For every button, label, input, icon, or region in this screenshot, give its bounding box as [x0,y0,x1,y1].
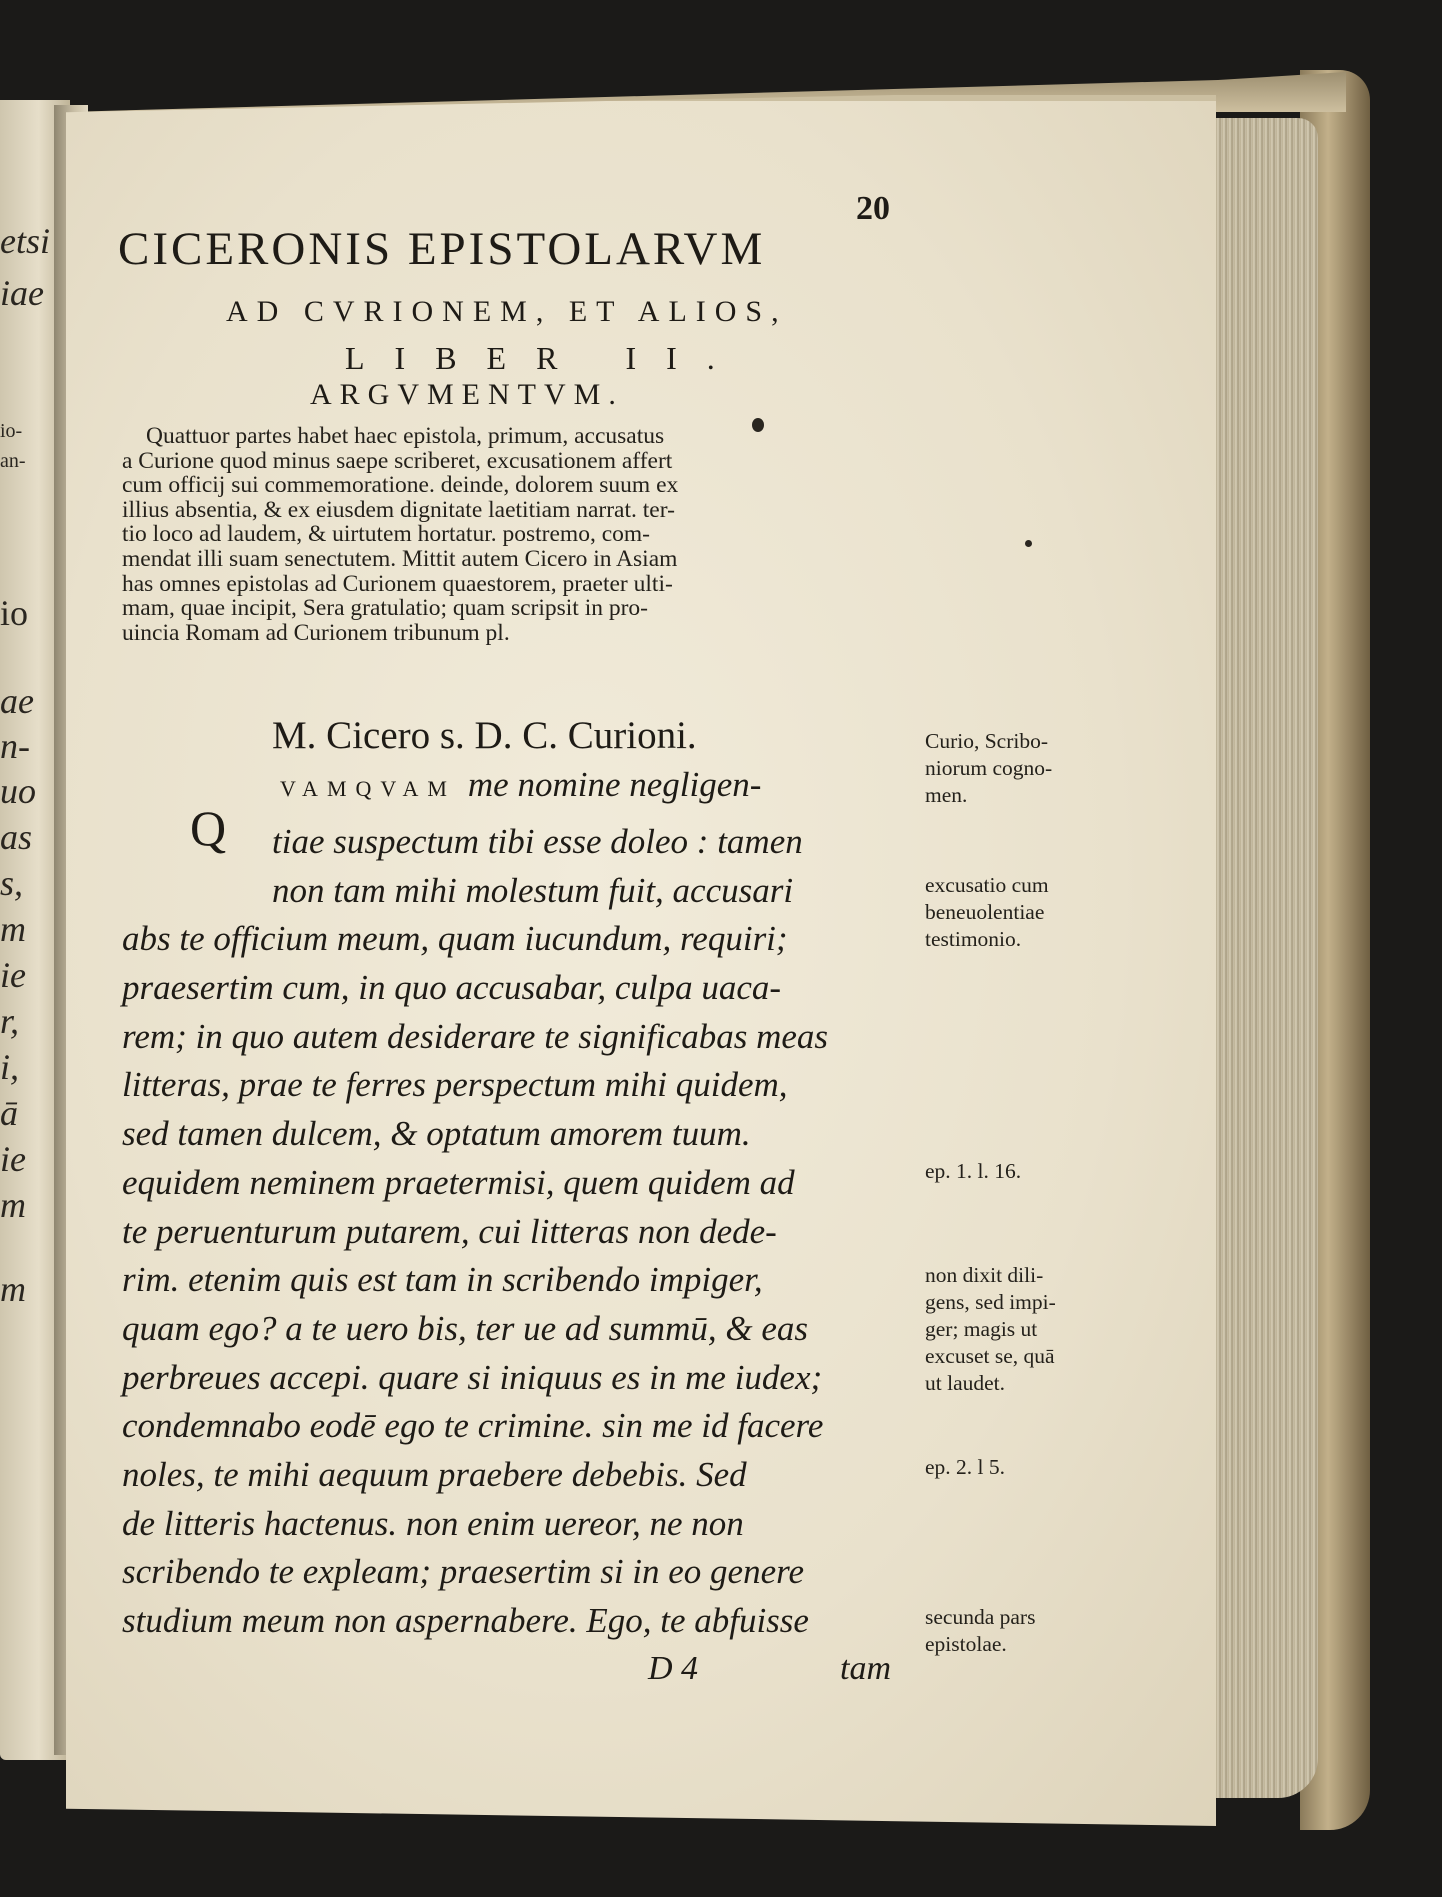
left-fragment: etsi [0,221,50,261]
body-line: non tam mihi molestum fuit, accusari [272,870,794,910]
argumentum-line: uincia Romam ad Curionem tribunum pl. [122,620,510,646]
marginal-line: excusatio cum [925,873,1049,897]
left-fragment: as [0,817,33,857]
marginal-line: ep. 1. l. 16. [925,1159,1022,1183]
body-line: rem; in quo autem desiderare te significabas meas [122,1016,829,1056]
body-line: noles, te mihi aequum praebere debebis. Sed [122,1454,747,1494]
left-fragment: ae [0,681,34,721]
argumentum-text [122,424,922,645]
body-line: condemnabo eodē ego te crimine. sin me id facere [122,1406,824,1446]
left-fragment: n- [0,726,30,766]
page-title: CICERONIS EPISTOLARVM [118,223,766,275]
argumentum-line: cum officij sui commemoratione. deinde, dolorem suum ex [122,473,679,498]
left-fragment: io- [0,420,23,442]
marginal-line: epistolae. [925,1632,1007,1656]
left-fragment: m [0,909,26,949]
argumentum-line: has omnes epistolas ad Curionem quaestorem, praeter ulti- [122,571,673,597]
marginal-line: ger; magis ut [925,1317,1038,1341]
initial-letter: Q [190,800,227,856]
ink-speck [1025,540,1032,547]
marginal-line: excuset se, quā [925,1344,1055,1368]
left-fragment: m [0,1185,26,1225]
marginal-line: niorum cogno- [925,756,1053,780]
left-fragment: i, [0,1047,20,1087]
body-line: abs te officium meum, quam iucundum, requiri; [122,919,788,959]
argumentum-line: illius absentia, & ex eiusdem dignitate laetitiam narrat. ter- [122,497,675,523]
first-word-caps: VAMQVAM [280,776,456,801]
argumentum-line: tio loco ad laudem, & uirtutem hortatur. postremo, com- [122,522,650,547]
body-line: sed tamen dulcem, & optatum amorem tuum. [122,1114,751,1154]
signature-mark: D 4 [648,1650,699,1687]
page-number: 20 [856,190,890,227]
ink-speck [752,418,764,432]
body-line: scribendo te expleam; praesertim si in eo genere [122,1552,804,1592]
body-line: studium meum non aspernabere. Ego, te abfuisse [122,1601,809,1640]
marginal-note [925,728,1145,809]
left-fragment: r, [0,1001,20,1041]
marginal-note [925,872,1145,953]
left-fragment: ie [0,1139,26,1179]
left-fragment: m [0,1269,26,1309]
marginal-line: beneuolentiae [925,900,1045,924]
argumentum-line: a Curione quod minus saepe scriberet, excusationem affert [122,448,673,474]
left-fragment: s, [0,863,24,903]
marginal-note [925,1262,1145,1397]
marginal-line: Curio, Scribo- [925,729,1049,753]
body-line: te peruenturum putarem, cui litteras non dede- [122,1211,777,1251]
marginal-line: testimonio. [925,927,1022,951]
marginal-line: ut laudet. [925,1371,1006,1395]
left-fragment: an- [0,450,26,472]
body-line: equidem neminem praetermisi, quem quidem ad [122,1162,795,1202]
marginal-line: men. [925,783,968,807]
marginal-line: secunda pars [925,1605,1036,1629]
marginal-note [925,1158,1145,1185]
left-fragment: io [0,593,29,633]
body-line: rim. etenim quis est tam in scribendo impiger, [122,1260,763,1300]
argumentum-heading: ARGVMENTVM. [310,378,624,411]
letter-first-line [280,765,761,805]
body-line: tiae suspectum tibi esse doleo : tamen [272,822,803,861]
letter-salutation: M. Cicero s. D. C. Curioni. [272,714,697,757]
marginal-line: gens, sed impi- [925,1290,1056,1314]
body-line: perbreues accepi. quare si iniquus es in me iudex; [122,1357,823,1397]
argumentum-line: mam, quae incipit, Sera gratulatio; quam scripsit in pro- [122,596,649,621]
left-fragment: uo [0,771,36,811]
left-fragment: ie [0,955,26,995]
body-line: quam ego? a te uero bis, ter ue ad summū, & eas [122,1308,808,1348]
catchword: tam [840,1650,891,1687]
book-number: LIBER II. [345,340,745,376]
first-line-text: me nomine negligen- [467,765,762,804]
page-fore-edge [1198,118,1318,1798]
marginal-note [925,1604,1145,1658]
marginal-note [925,1454,1145,1481]
letter-body [122,818,922,1646]
left-fragment: iae [0,273,44,313]
body-line: de litteris hactenus. non enim uereor, ne non [122,1503,744,1543]
page-subtitle: AD CVRIONEM, ET ALIOS, [226,295,788,328]
marginal-line: ep. 2. l 5. [925,1455,1006,1479]
marginal-line: non dixit dili- [925,1263,1044,1287]
argumentum-line: mendat illi suam senectutem. Mittit autem Cicero in Asiam [122,546,678,572]
argumentum-line: Quattuor partes habet haec epistola, primum, accusatus [146,424,665,449]
left-fragment: ā [0,1093,18,1133]
body-line: litteras, prae te ferres perspectum mihi quidem, [122,1065,788,1105]
body-line: praesertim cum, in quo accusabar, culpa uaca- [122,968,782,1008]
